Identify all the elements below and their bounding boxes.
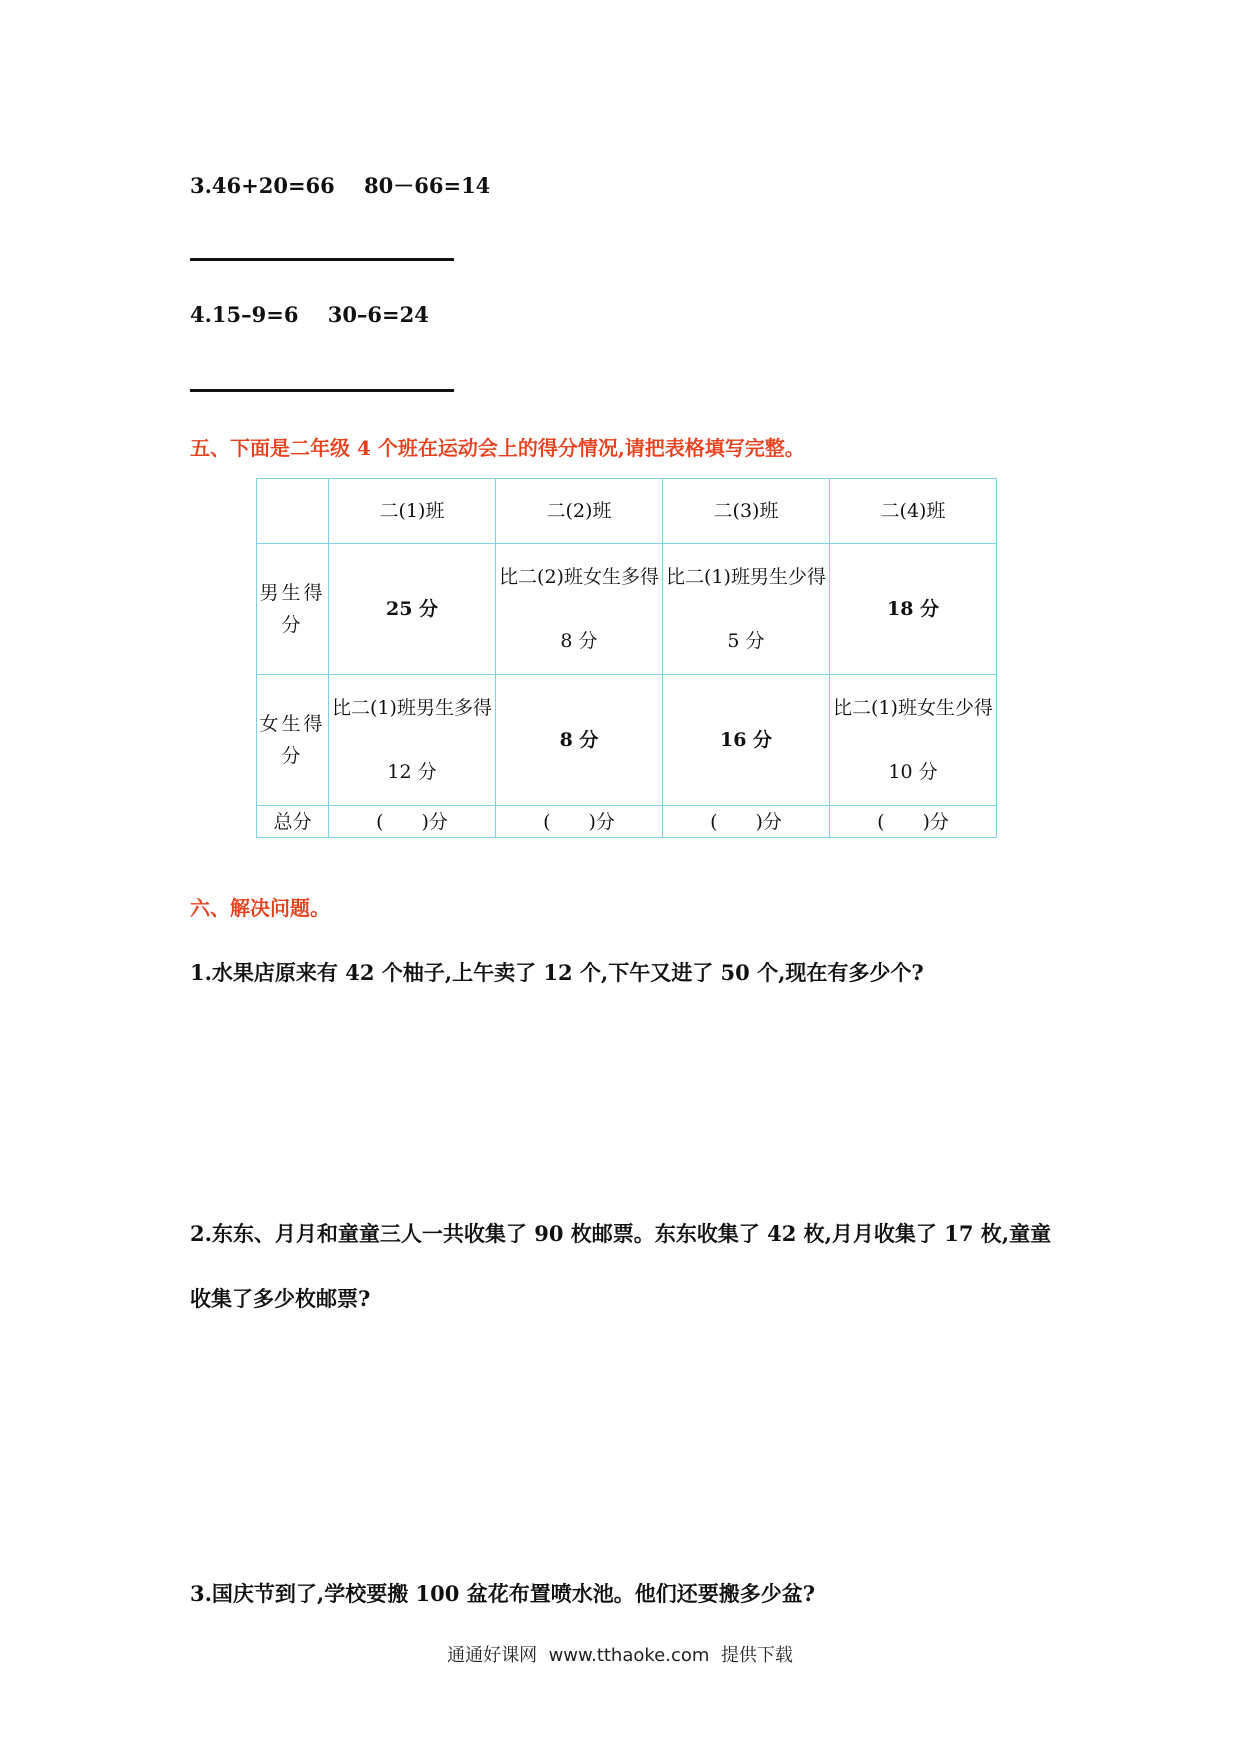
problem-2-line-2: 收集了多少枚邮票? xyxy=(190,1286,371,1311)
page-footer: 通通好课网 www.tthaoke.com 提供下载 xyxy=(447,1645,793,1666)
problem-3: 3.国庆节到了,学校要搬 100 盆花布置喷水池。他们还要搬多少盆? xyxy=(190,1581,815,1606)
section-6-heading: 六、解决问题。 xyxy=(190,896,330,920)
total-class-3-blank: ( )分 xyxy=(663,806,830,838)
table-header-row xyxy=(257,479,997,544)
boys-class-2: 比二(2)班女生多得 8 分 xyxy=(496,544,663,675)
answer-line xyxy=(190,258,454,261)
table-row-boys xyxy=(257,544,997,675)
total-class-2-blank: ( )分 xyxy=(496,806,663,838)
problem-2-line-1: 2.东东、月月和童童三人一共收集了 90 枚邮票。东东收集了 42 枚,月月收集了 17 枚,童童 xyxy=(190,1221,1052,1246)
boys-class-3: 比二(1)班男生少得 5 分 xyxy=(663,544,830,675)
row-label-total: 总分 xyxy=(257,806,329,838)
girls-class-2: 8 分 xyxy=(496,675,663,806)
equation-4: 4.15–9=6 30–6=24 xyxy=(190,302,429,327)
boys-class-4: 18 分 xyxy=(830,544,997,675)
girls-class-3: 16 分 xyxy=(663,675,830,806)
problem-1: 1.水果店原来有 42 个柚子,上午卖了 12 个,下午又进了 50 个,现在有多少个? xyxy=(190,960,924,985)
girls-class-1: 比二(1)班男生多得 12 分 xyxy=(329,675,496,806)
score-table xyxy=(256,478,997,838)
table-row-total xyxy=(257,806,997,838)
table-corner-cell xyxy=(257,479,329,544)
row-label-girls: 女生得分 xyxy=(257,675,329,806)
answer-line xyxy=(190,389,454,392)
header-class-4: 二(4)班 xyxy=(830,479,997,544)
total-class-1-blank: ( )分 xyxy=(329,806,496,838)
equation-3: 3.46+20=66 80－66=14 xyxy=(190,173,491,198)
boys-class-1: 25 分 xyxy=(329,544,496,675)
row-label-boys: 男生得分 xyxy=(257,544,329,675)
table-row-girls xyxy=(257,675,997,806)
header-class-3: 二(3)班 xyxy=(663,479,830,544)
header-class-1: 二(1)班 xyxy=(329,479,496,544)
total-class-4-blank: ( )分 xyxy=(830,806,997,838)
girls-class-4: 比二(1)班女生少得 10 分 xyxy=(830,675,997,806)
header-class-2: 二(2)班 xyxy=(496,479,663,544)
section-5-heading: 五、下面是二年级 4 个班在运动会上的得分情况,请把表格填写完整。 xyxy=(190,436,805,460)
